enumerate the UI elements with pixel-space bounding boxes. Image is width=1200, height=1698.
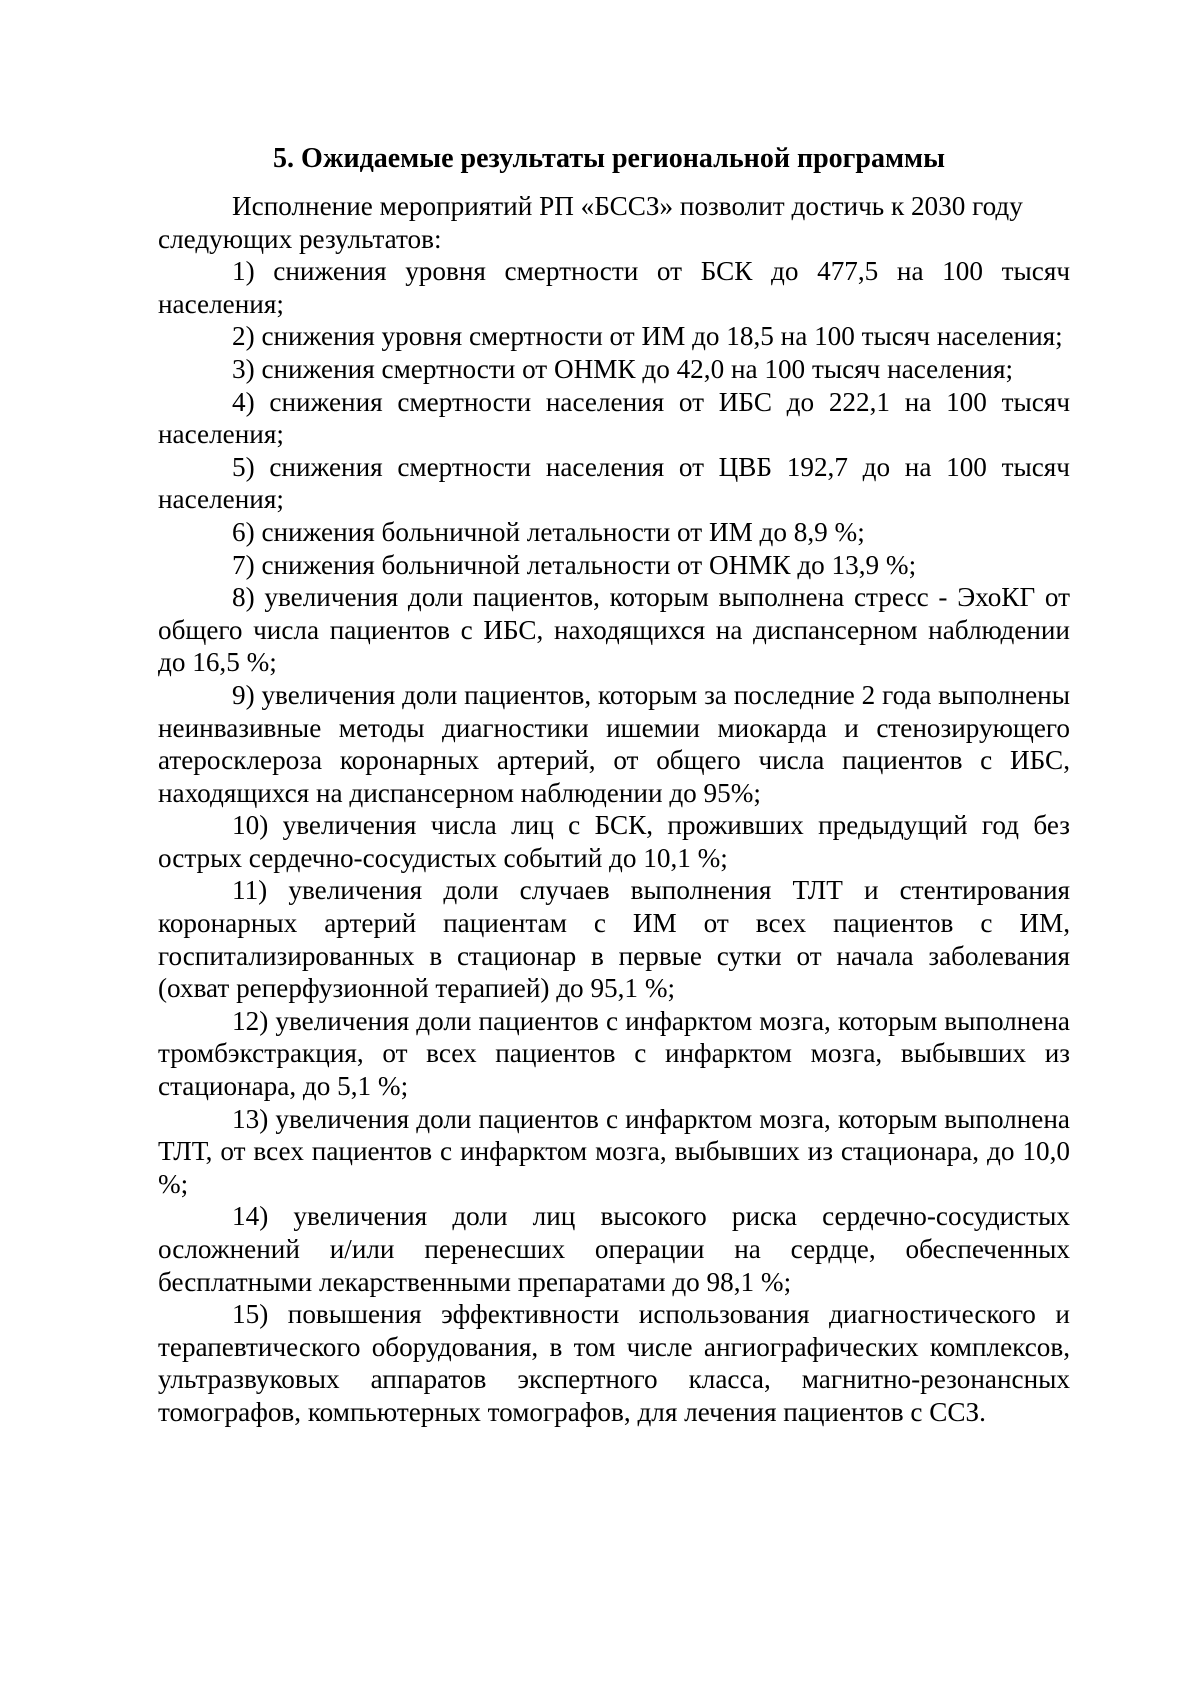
section-heading: 5. Ожидаемые результаты региональной программы xyxy=(273,143,945,174)
result-item-2: 2) снижения уровня смертности от ИМ до 18,5 на 100 тысяч населения; xyxy=(232,321,1063,352)
result-item-6: 6) снижения больничной летальности от ИМ до 8,9 %; xyxy=(232,516,865,547)
result-item-3: 3) снижения смертности от ОНМК до 42,0 на 100 тысяч населения; xyxy=(232,353,1014,384)
result-item-12: 12) увеличения доли пациентов с инфарктом мозга, которым выполнена тромбэкстракция, от всех пациентов с инфарктом мозга, выбывших из стационара, до 5,1 %; xyxy=(158,1005,1070,1102)
result-item-5: 5) снижения смертности населения от ЦВБ 192,7 до на 100 тысяч населения; xyxy=(158,451,1070,515)
document-body xyxy=(158,190,1070,1429)
intro-paragraph: Исполнение мероприятий РП «БССЗ» позволит достичь к 2030 году следующих результатов: xyxy=(158,191,1023,254)
result-item-14: 14) увеличения доли лиц высокого риска сердечно-сосудистых осложнений и/или перенесших операции на сердце, обеспеченных бесплатными лекарственными препаратами до 98,1 %; xyxy=(158,1201,1070,1297)
result-item-7: 7) снижения больничной летальности от ОНМК до 13,9 %; xyxy=(232,549,917,580)
result-item-15: 15) повышения эффективности использования диагностического и терапевтического оборудования, в том числе ангиографических комплексов, ультразвуковых аппаратов экспертного класса, магнитно-резонансных томографов, компьютерных томографов, для лечения пациентов с ССЗ. xyxy=(158,1299,1070,1427)
result-item-10: 10) увеличения числа лиц с БСК, проживших предыдущий год без острых сердечно-сосудистых событий до 10,1 %; xyxy=(158,810,1070,873)
result-item-9: 9) увеличения доли пациентов, которым за последние 2 года выполнены неинвазивные методы диагностики ишемии миокарда и стенозирующего атеросклероза коронарных артерий, от общего числа пациентов с ИБС, находящихся на диспансерном наблюдении до 95%; xyxy=(158,679,1070,808)
result-item-1: 1) снижения уровня смертности от БСК до 477,5 на 100 тысяч населения; xyxy=(158,256,1070,319)
result-item-8: 8) увеличения доли пациентов, которым выполнена стресс - ЭхоКГ от общего числа пациентов с ИБС, находящихся на диспансерном наблюдении до 16,5 %; xyxy=(158,582,1070,678)
result-item-13: 13) увеличения доли пациентов с инфарктом мозга, которым выполнена ТЛТ, от всех пациентов с инфарктом мозга, выбывших из стационара, до 10,0 %; xyxy=(158,1103,1070,1199)
result-item-11: 11) увеличения доли случаев выполнения ТЛТ и стентирования коронарных артерий пациентам с ИМ от всех пациентов с ИМ, госпитализированных в стационар в первые сутки от начала заболевания (охват реперфузионной терапией) до 95,1 %; xyxy=(158,875,1070,1004)
result-item-4: 4) снижения смертности населения от ИБС до 222,1 на 100 тысяч населения; xyxy=(158,386,1070,450)
